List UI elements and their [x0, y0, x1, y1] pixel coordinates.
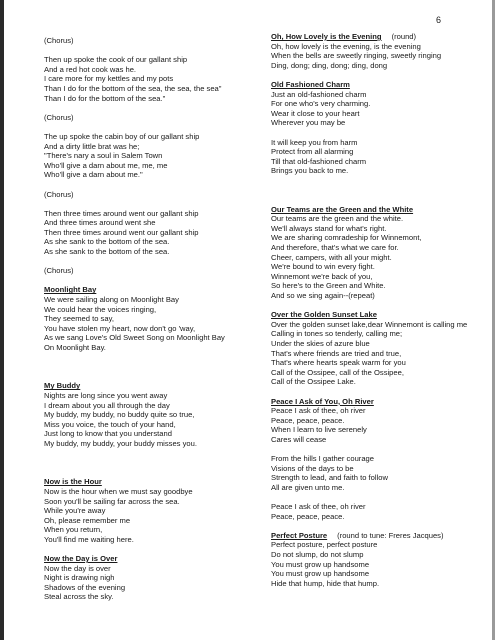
song-note: (round to tune: Freres Jacques) — [337, 530, 444, 540]
lyric-line: From the hills I gather courage — [271, 454, 374, 464]
lyric-line: Hide that hump, hide that hump. — [271, 578, 380, 588]
lyric-line: Winnemont we're back of you, — [271, 271, 373, 281]
lyric-line: We were sailing along on Moonlight Bay — [44, 295, 179, 305]
song-block — [271, 531, 487, 589]
lyric-line: Call of the Ossipee Lake. — [271, 377, 356, 387]
lyric-line: While you're away — [44, 506, 106, 516]
song-block — [271, 80, 487, 128]
lyric-line: Now is the hour when we must say goodbye — [44, 486, 193, 496]
lyric-line: They seemed to say, — [44, 314, 114, 324]
song-title — [271, 32, 487, 42]
song-title-text: Perfect Posture — [271, 530, 328, 540]
lyric-line: Ding, dong; ding, dong; ding, dong — [271, 60, 388, 70]
lyric-line: My buddy, my buddy, your buddy misses you. — [44, 438, 197, 448]
lyric-line: Who'll give a darn about me, me, me — [44, 160, 168, 170]
song-block — [44, 362, 264, 372]
lyric-line: Oh, how lovely is the evening, is the evening — [271, 41, 421, 51]
song-title — [44, 554, 264, 564]
song-title — [271, 397, 487, 407]
song-note: (round) — [391, 32, 417, 41]
song-block — [44, 209, 264, 257]
song-title-text: My Buddy — [44, 381, 81, 391]
song-title-text: Over the Golden Sunset Lake — [271, 310, 377, 320]
lyric-line: And therefore, that's what we care for. — [271, 243, 399, 253]
song-block — [271, 502, 487, 521]
right-column — [271, 32, 487, 598]
song-block — [44, 266, 264, 276]
song-block — [271, 32, 487, 70]
lyric-line: Over the golden sunset lake,dear Winnemont is calling me — [271, 319, 468, 329]
lyric-line: Visions of the days to be — [271, 463, 354, 473]
song-title-text: Moonlight Bay — [44, 285, 97, 295]
lyric-line: Peace, peace, peace. — [271, 511, 345, 521]
lyric-line: Night is drawing nigh — [44, 573, 115, 583]
page-number: 6 — [436, 15, 442, 25]
lyric-line: Brings you back to me. — [271, 166, 349, 176]
lyric-line: Then three times around went our gallant ship — [44, 227, 199, 237]
blank-line — [44, 458, 264, 468]
lyric-line: My buddy, my buddy, no buddy quite so true, — [44, 410, 195, 420]
lyric-line: Who'll give a darn about me." — [44, 170, 143, 180]
left-column — [44, 36, 264, 612]
lyric-line: Wherever you may be — [271, 118, 346, 128]
lyric-line: I dream about you all through the day — [44, 400, 170, 410]
lyric-line: (Chorus) — [44, 189, 74, 199]
lyric-line: You must grow up handsome — [271, 559, 370, 569]
lyric-line: We're bound to win every fight. — [271, 262, 375, 272]
song-block — [271, 397, 487, 445]
lyric-line: Call of the Ossipee, call of the Ossipee, — [271, 367, 404, 377]
lyric-line: You'll find me waiting here. — [44, 534, 134, 544]
lyric-line: That's where hearts speak warm for you — [271, 358, 406, 368]
lyric-line: Cares will cease — [271, 434, 327, 444]
song-block — [271, 205, 487, 301]
lyric-line: (Chorus) — [44, 112, 74, 122]
lyric-line: On Moonlight Bay. — [44, 343, 106, 352]
lyric-line: (Chorus) — [44, 266, 74, 276]
song-block — [44, 285, 264, 352]
lyric-line: Than I do for the bottom of the sea, the sea, the sea" — [44, 83, 222, 93]
song-title — [44, 285, 264, 295]
lyric-line: And a dirty little brat was he; — [44, 141, 140, 151]
lyric-line: Till that old-fashioned charm — [271, 156, 367, 166]
lyric-line: Do not slump, do not slump — [271, 550, 364, 560]
song-title — [44, 381, 264, 391]
lyric-line: We'll always stand for what's right. — [271, 223, 387, 233]
song-block — [44, 132, 264, 180]
lyric-line: "There's nary a soul in Salem Town — [44, 151, 163, 161]
lyric-line: For one who's very charming. — [271, 99, 371, 109]
lyric-line: Just an old-fashioned charm — [271, 89, 367, 99]
song-title — [271, 205, 487, 215]
lyric-line: Miss you voice, the touch of your hand, — [44, 419, 176, 429]
song-block — [44, 55, 264, 103]
song-block — [44, 190, 264, 200]
lyric-line: Then three times around went our gallant ship — [44, 208, 199, 218]
song-title — [271, 531, 487, 541]
lyric-line: Our teams are the green and the white. — [271, 214, 404, 224]
song-block — [44, 381, 264, 448]
lyric-line: We could hear the voices ringing, — [44, 304, 157, 314]
song-block — [271, 454, 487, 492]
song-title — [271, 80, 487, 90]
lyric-line: Peace, peace, peace. — [271, 415, 345, 425]
lyric-line: As we sang Love's Old Sweet Song on Moonlight Bay — [44, 333, 225, 343]
lyric-line: Calling in tones so tenderly, calling me; — [271, 329, 403, 339]
lyric-line: And three times around went she — [44, 218, 156, 228]
lyric-line: It will keep you from harm — [271, 137, 358, 147]
song-title — [44, 477, 264, 487]
lyric-line: Cheer, campers, with all your might. — [271, 252, 392, 262]
lyric-line: When you return, — [44, 525, 103, 535]
song-block — [44, 113, 264, 123]
lyric-line: Peace I ask of thee, oh river — [271, 406, 366, 416]
song-title-text: Our Teams are the Green and the White — [271, 204, 414, 214]
lyric-line: Under the skies of azure blue — [271, 339, 370, 348]
scan-edge-left — [0, 0, 4, 640]
lyric-line: We are sharing comradeship for Winnemont, — [271, 233, 422, 243]
lyric-line: Now the day is over — [44, 563, 111, 573]
lyric-line: Perfect posture, perfect posture — [271, 540, 378, 550]
lyric-line: Peace I ask of thee, oh river — [271, 502, 366, 512]
lyric-line: Protect from all alarming — [271, 147, 354, 157]
song-title-text: Oh, How Lovely is the Evening — [271, 32, 382, 41]
lyric-line: Nights are long since you went away — [44, 390, 168, 400]
lyric-line: Wear it close to your heart — [271, 108, 360, 118]
lyric-line: Just long to know that you understand — [44, 429, 172, 439]
lyric-line: As she sank to the bottom of the sea. — [44, 247, 170, 257]
lyric-line: When the bells are sweetly ringing, sweetly ringing — [271, 51, 442, 61]
song-title-text: Now is the Hour — [44, 477, 102, 487]
lyric-line: All are given unto me. — [271, 482, 345, 492]
lyric-line: (Chorus) — [44, 36, 74, 45]
lyric-line: I care more for my kettles and my pots — [44, 74, 174, 84]
song-block — [271, 310, 487, 387]
song-block — [44, 477, 264, 544]
lyric-line: As she sank to the bottom of the sea. — [44, 237, 170, 247]
song-title — [271, 310, 487, 320]
lyric-line: You must grow up handsome — [271, 569, 370, 579]
lyric-line: Soon you'll be sailing far across the sea. — [44, 496, 180, 506]
blank-line — [44, 362, 264, 372]
lyric-line: When I learn to live serenely — [271, 425, 367, 435]
song-block — [271, 138, 487, 176]
lyric-line: Strength to lead, and faith to follow — [271, 473, 388, 483]
lyric-line: And a red hot cook was he. — [44, 64, 137, 74]
lyric-line: Shadows of the evening — [44, 582, 126, 592]
lyric-line: And so we sing again--(repeat) — [271, 291, 375, 301]
song-title-text: Peace I Ask of You, Oh River — [271, 396, 374, 406]
song-block — [271, 186, 487, 196]
lyric-line: So here's to the Green and White. — [271, 281, 386, 291]
song-title-text: Old Fashioned Charm — [271, 79, 350, 89]
lyric-line: That's where friends are tried and true, — [271, 348, 402, 358]
lyric-line: Than I do for the bottom of the sea." — [44, 93, 166, 103]
song-block — [44, 36, 264, 46]
song-block — [44, 554, 264, 602]
song-title-text: Now the Day is Over — [44, 554, 118, 564]
song-block — [44, 458, 264, 468]
lyric-line: The up spoke the cabin boy of our gallant ship — [44, 131, 200, 141]
blank-line — [271, 186, 487, 196]
lyric-line: Oh, please remember me — [44, 515, 131, 525]
lyric-line: Then up spoke the cook of our gallant ship — [44, 55, 188, 65]
lyric-line: You have stolen my heart, now don't go 'way, — [44, 323, 196, 333]
lyric-line: Steal across the sky. — [44, 592, 114, 602]
